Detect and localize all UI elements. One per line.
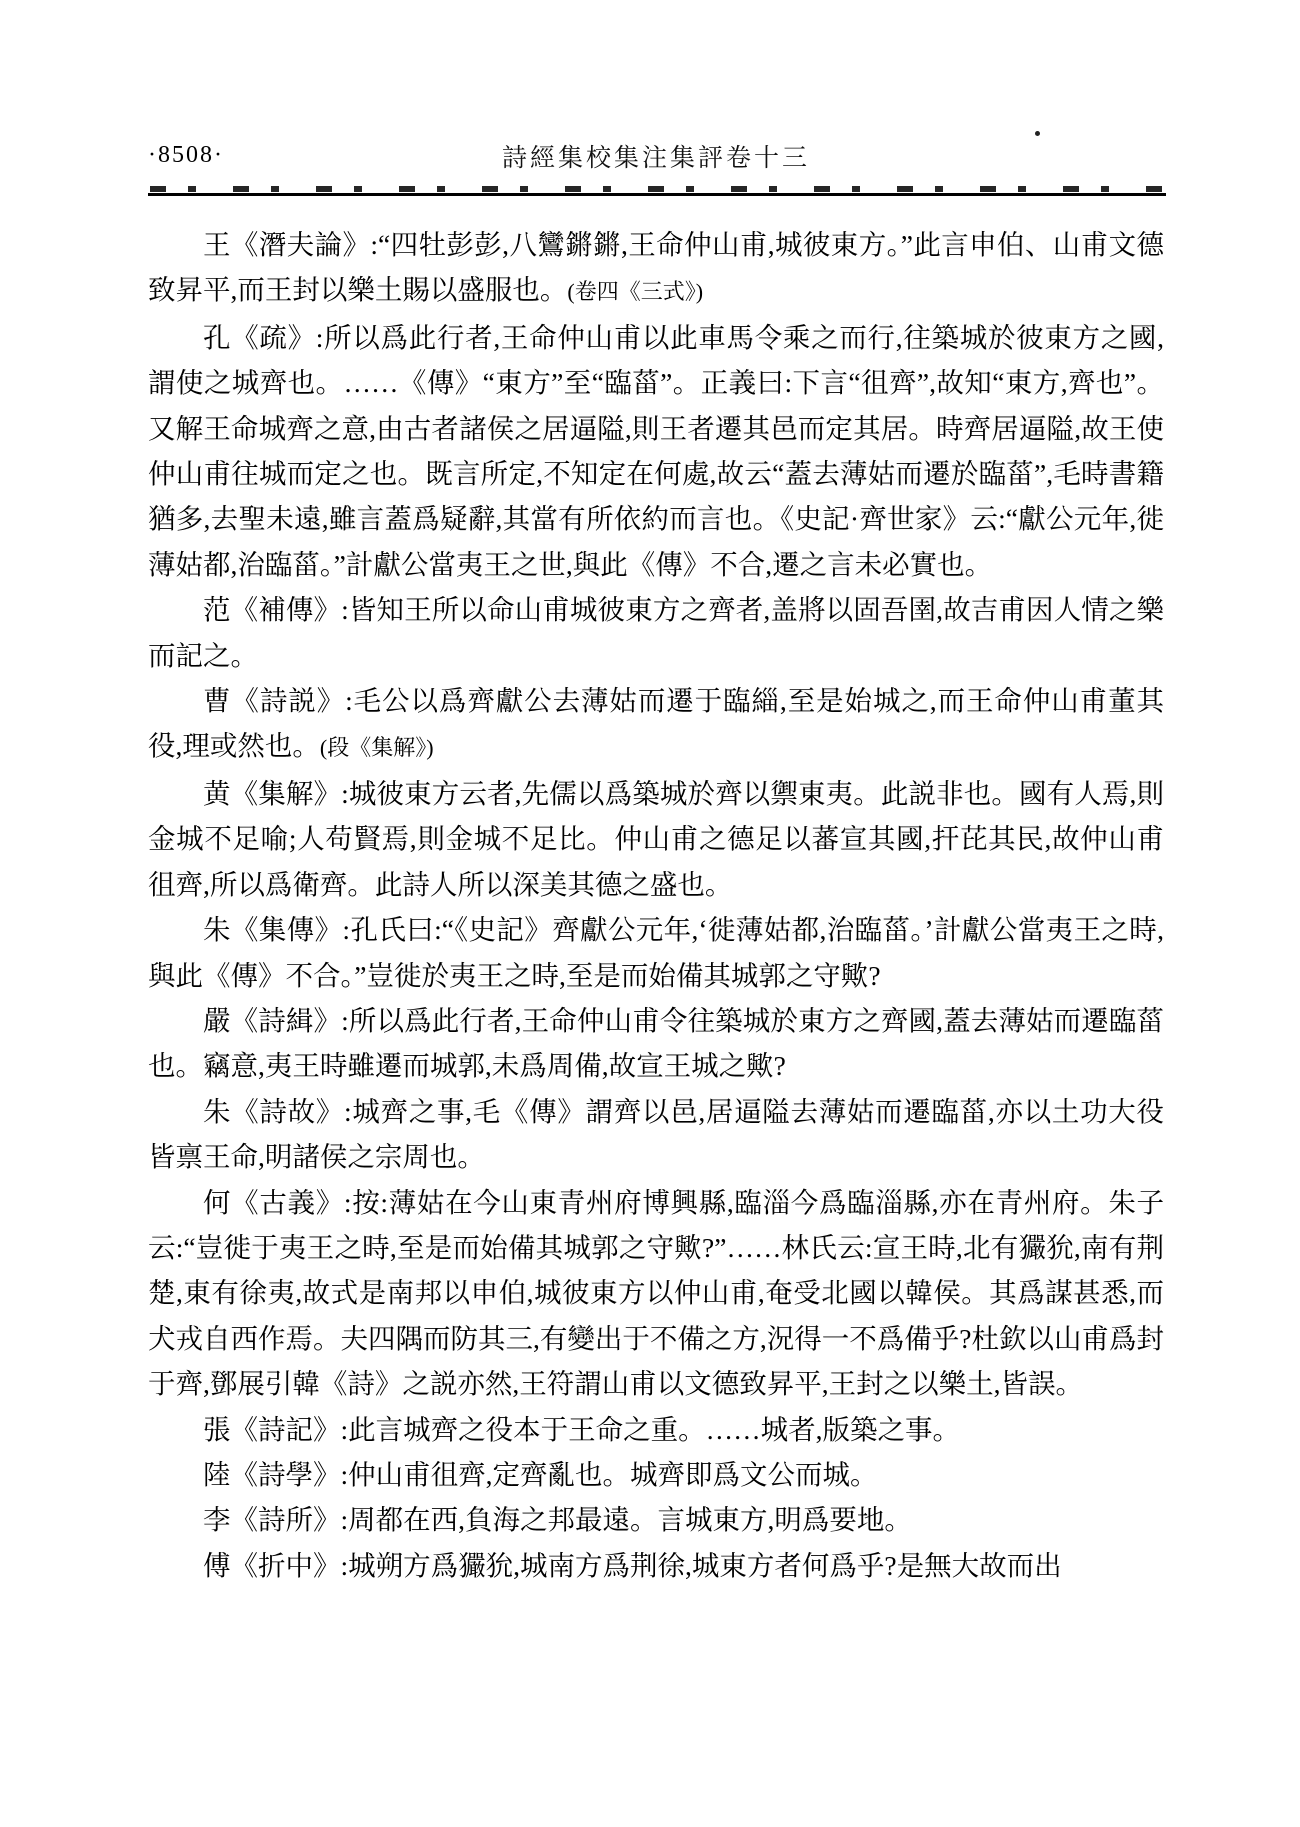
- paragraph-text: 范《補傳》:皆知王所以命山甫城彼東方之齊者,盖將以固吾圉,故吉甫因人情之樂而記之。: [148, 594, 1164, 671]
- page-number: ·8508·: [148, 142, 224, 168]
- running-title: 詩經集校集注集評卷十三: [501, 145, 810, 172]
- paragraph-text: 王《潛夫論》:“四牡彭彭,八鸞鏘鏘,王命仲山甫,城彼東方。”此言申伯、山甫文德致昇平,而王封以樂土賜以盛服也。: [148, 229, 1164, 306]
- paragraph-text: 何《古義》:按:薄姑在今山東青州府博興縣,臨淄今爲臨淄縣,亦在青州府。朱子云:“豈徙于夷王之時,至是而始備其城郭之守歟?”……林氏云:宣王時,北有玁狁,南有荆楚,東有徐夷,故式是南邦以申伯,城彼東方以仲山甫,奄受北國以韓侯。其爲謀甚悉,而犬戎自西作焉。夫四隅而防其三,有變出于不備之方,況得一不爲備乎?杜欽以山甫爲封于齊,鄧展引韓《詩》之説亦然,王符謂山甫以文德致昇平,王封之以樂土,皆誤。: [148, 1186, 1164, 1400]
- scan-speck: [1035, 131, 1040, 136]
- commentary-paragraph: [148, 1497, 1164, 1542]
- paragraph-text: 張《詩記》:此言城齊之役本于王命之重。……城者,版築之事。: [203, 1413, 961, 1445]
- header-divider-rule: [148, 193, 1166, 196]
- paragraph-text: 朱《集傳》:孔氏曰:“《史記》齊獻公元年,‘徙薄姑都,治臨菑。’計獻公當夷王之時,與此《傳》不合。”豈徙於夷王之時,至是而始備其城郭之守歟?: [148, 914, 1164, 991]
- paragraph-text: 陸《詩學》:仲山甫徂齊,定齊亂也。城齊即爲文公而城。: [203, 1458, 878, 1490]
- commentary-paragraph: [148, 1180, 1164, 1407]
- commentary-paragraph: [148, 222, 1164, 315]
- commentary-paragraph: [148, 1543, 1164, 1588]
- commentary-paragraph: [148, 1089, 1164, 1180]
- paragraph-note: (卷四《三式》): [567, 279, 704, 305]
- header-divider-smudge: [150, 186, 1164, 192]
- paragraph-text: 曹《詩説》:毛公以爲齊獻公去薄姑而遷于臨緇,至是始城之,而王命仲山甫董其役,理或然也。: [148, 685, 1164, 762]
- paragraph-text: 朱《詩故》:城齊之事,毛《傳》謂齊以邑,居逼隘去薄姑而遷臨菑,亦以土功大役皆禀王命,明諸侯之宗周也。: [148, 1095, 1164, 1173]
- paragraph-text: 孔《疏》:所以爲此行者,王命仲山甫以此車馬令乘之而行,往築城於彼東方之國,謂使之城齊也。……《傳》“東方”至“臨菑”。正義曰:下言“徂齊”,故知“東方,齊也”。又解王命城齊之意,由古者諸侯之居逼隘,則王者遷其邑而定其居。時齊居逼隘,故王使仲山甫往城而定之也。既言所定,不知定在何處,故云“蓋去薄姑而遷於臨菑”,毛時書籍猶多,去聖未遠,雖言蓋爲疑辭,其當有所依約而言也。《史記·齊世家》云:“獻公元年,徙薄姑都,治臨菑。”計獻公當夷王之世,與此《傳》不合,遷之言未必實也。: [148, 321, 1164, 580]
- paragraph-text: 嚴《詩緝》:所以爲此行者,王命仲山甫令往築城於東方之齊國,蓋去薄姑而遷臨菑也。竊意,夷王時雖遷而城郭,未爲周備,故宣王城之歟?: [148, 1004, 1164, 1082]
- commentary-paragraph: [148, 1452, 1164, 1497]
- page-header: [148, 138, 1164, 178]
- commentary-paragraph: [148, 771, 1164, 907]
- commentary-paragraph: [148, 678, 1164, 771]
- commentary-body: [148, 222, 1164, 1588]
- commentary-paragraph: [148, 1407, 1164, 1452]
- paragraph-text: 李《詩所》:周都在西,負海之邦最遠。言城東方,明爲要地。: [203, 1504, 912, 1536]
- paragraph-note: (段《集解》): [319, 735, 434, 761]
- commentary-paragraph: [148, 998, 1164, 1089]
- commentary-paragraph: [148, 907, 1164, 998]
- commentary-paragraph: [148, 587, 1164, 678]
- paragraph-text: 黄《集解》:城彼東方云者,先儒以爲築城於齊以禦東夷。此説非也。國有人焉,則金城不足喻;人苟賢焉,則金城不足比。仲山甫之德足以蕃宣其國,扞芘其民,故仲山甫徂齊,所以爲衛齊。此詩人所以深美其德之盛也。: [148, 777, 1164, 900]
- paragraph-text: 傅《折中》:城朔方爲玁狁,城南方爲荆徐,城東方者何爲乎?是無大故而出: [203, 1549, 1062, 1581]
- commentary-paragraph: [148, 315, 1164, 587]
